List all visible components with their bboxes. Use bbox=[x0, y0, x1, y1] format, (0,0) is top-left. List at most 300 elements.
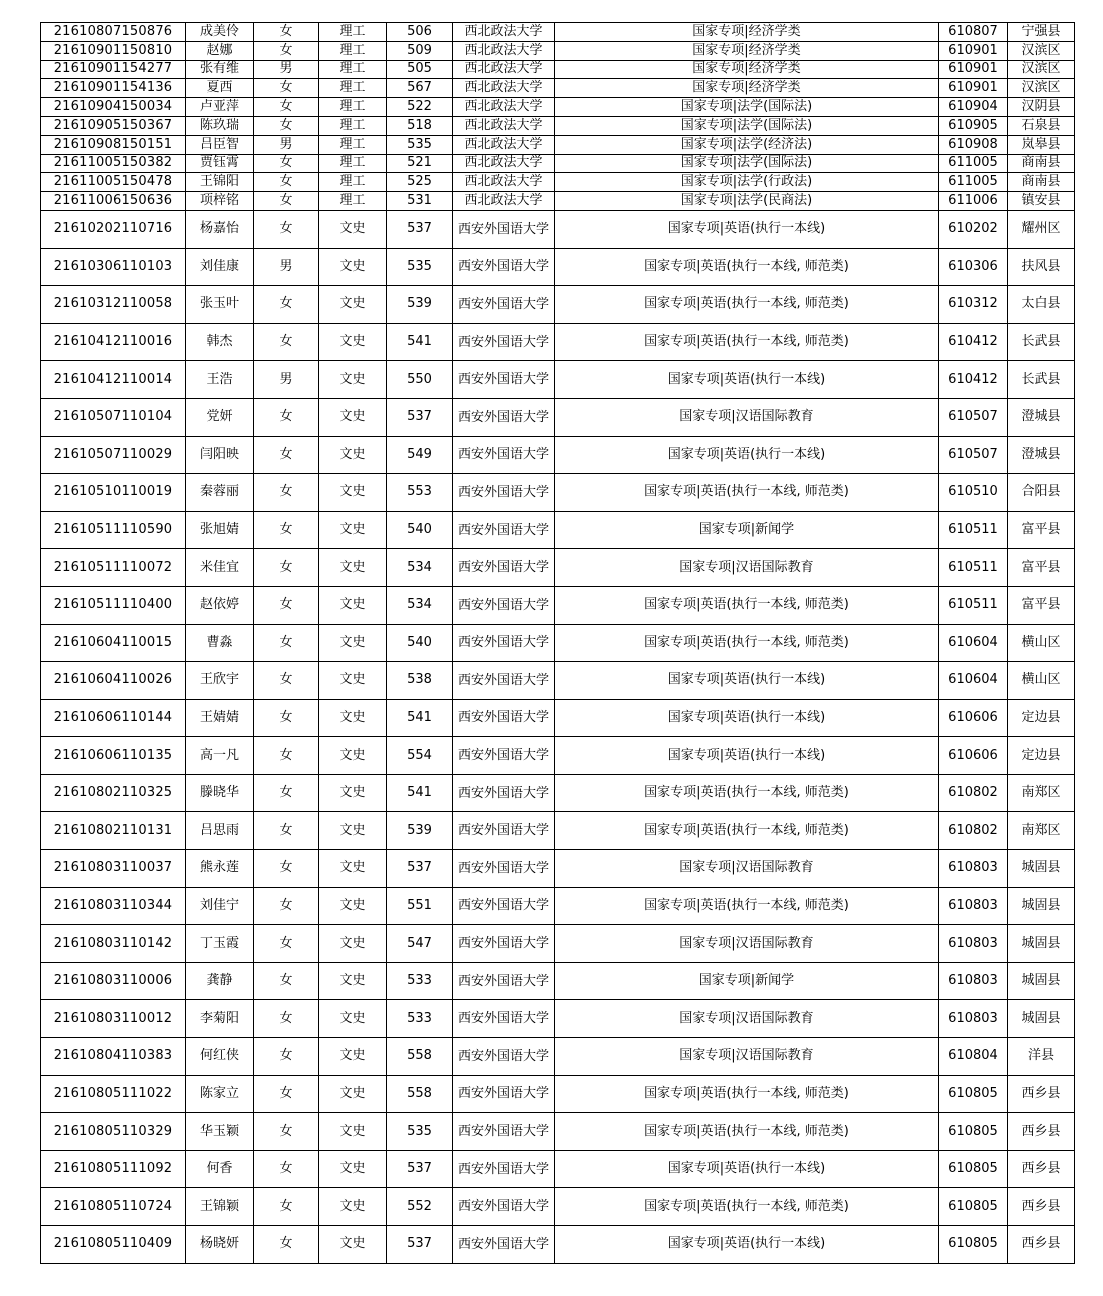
cell-name: 何红侠 bbox=[186, 1038, 254, 1076]
cell-candidate-id: 21610803110142 bbox=[41, 925, 186, 963]
table-row bbox=[41, 116, 1075, 135]
table-row bbox=[41, 1113, 1075, 1151]
cell-score: 533 bbox=[387, 962, 453, 1000]
cell-gender: 女 bbox=[254, 699, 319, 737]
cell-major: 国家专项|英语(执行一本线) bbox=[555, 1226, 939, 1264]
cell-score: 539 bbox=[387, 286, 453, 324]
cell-candidate-id: 21610412110014 bbox=[41, 361, 186, 399]
cell-county: 澄城县 bbox=[1008, 436, 1075, 474]
cell-major: 国家专项|汉语国际教育 bbox=[555, 1038, 939, 1076]
table-row bbox=[41, 60, 1075, 79]
cell-gender: 女 bbox=[254, 23, 319, 42]
cell-category: 文史 bbox=[319, 1113, 387, 1151]
cell-name: 王浩 bbox=[186, 361, 254, 399]
cell-university: 西北政法大学 bbox=[453, 79, 555, 98]
cell-region-code: 610901 bbox=[939, 60, 1008, 79]
cell-university: 西安外国语大学 bbox=[453, 323, 555, 361]
cell-county: 南郑区 bbox=[1008, 812, 1075, 850]
cell-name: 吕臣智 bbox=[186, 135, 254, 154]
cell-region-code: 610805 bbox=[939, 1188, 1008, 1226]
cell-name: 刘佳康 bbox=[186, 248, 254, 286]
cell-county: 耀州区 bbox=[1008, 210, 1075, 248]
cell-candidate-id: 21610507110104 bbox=[41, 398, 186, 436]
cell-gender: 男 bbox=[254, 60, 319, 79]
cell-major: 国家专项|新闻学 bbox=[555, 962, 939, 1000]
cell-score: 547 bbox=[387, 925, 453, 963]
cell-university: 西安外国语大学 bbox=[453, 586, 555, 624]
cell-gender: 女 bbox=[254, 1038, 319, 1076]
cell-score: 537 bbox=[387, 210, 453, 248]
cell-candidate-id: 21610807150876 bbox=[41, 23, 186, 42]
cell-score: 537 bbox=[387, 1150, 453, 1188]
cell-region-code: 610202 bbox=[939, 210, 1008, 248]
cell-score: 535 bbox=[387, 248, 453, 286]
cell-county: 横山区 bbox=[1008, 662, 1075, 700]
cell-name: 杨晓妍 bbox=[186, 1226, 254, 1264]
cell-university: 西北政法大学 bbox=[453, 116, 555, 135]
cell-major: 国家专项|英语(执行一本线, 师范类) bbox=[555, 286, 939, 324]
cell-name: 李菊阳 bbox=[186, 1000, 254, 1038]
cell-major: 国家专项|英语(执行一本线, 师范类) bbox=[555, 887, 939, 925]
cell-gender: 女 bbox=[254, 774, 319, 812]
cell-score: 554 bbox=[387, 737, 453, 775]
admission-list-table bbox=[40, 22, 1075, 1264]
cell-candidate-id: 21610510110019 bbox=[41, 474, 186, 512]
cell-major: 国家专项|法学(经济法) bbox=[555, 135, 939, 154]
cell-candidate-id: 21610803110037 bbox=[41, 850, 186, 888]
table-row bbox=[41, 361, 1075, 399]
cell-candidate-id: 21611006150636 bbox=[41, 192, 186, 211]
cell-major: 国家专项|法学(国际法) bbox=[555, 98, 939, 117]
cell-score: 535 bbox=[387, 1113, 453, 1151]
table-row bbox=[41, 737, 1075, 775]
cell-name: 何香 bbox=[186, 1150, 254, 1188]
cell-category: 文史 bbox=[319, 1150, 387, 1188]
cell-major: 国家专项|英语(执行一本线, 师范类) bbox=[555, 1075, 939, 1113]
cell-county: 镇安县 bbox=[1008, 192, 1075, 211]
cell-category: 文史 bbox=[319, 962, 387, 1000]
table-row bbox=[41, 79, 1075, 98]
cell-name: 曹淼 bbox=[186, 624, 254, 662]
cell-region-code: 610604 bbox=[939, 624, 1008, 662]
cell-county: 汉阴县 bbox=[1008, 98, 1075, 117]
table-row bbox=[41, 173, 1075, 192]
table-row bbox=[41, 436, 1075, 474]
cell-gender: 女 bbox=[254, 737, 319, 775]
cell-candidate-id: 21610805110329 bbox=[41, 1113, 186, 1151]
cell-name: 党妍 bbox=[186, 398, 254, 436]
cell-gender: 女 bbox=[254, 474, 319, 512]
cell-university: 西安外国语大学 bbox=[453, 511, 555, 549]
cell-gender: 女 bbox=[254, 79, 319, 98]
cell-score: 525 bbox=[387, 173, 453, 192]
cell-university: 西安外国语大学 bbox=[453, 436, 555, 474]
cell-category: 文史 bbox=[319, 1038, 387, 1076]
cell-gender: 女 bbox=[254, 192, 319, 211]
cell-gender: 女 bbox=[254, 1188, 319, 1226]
cell-university: 西安外国语大学 bbox=[453, 774, 555, 812]
cell-university: 西安外国语大学 bbox=[453, 1188, 555, 1226]
cell-score: 541 bbox=[387, 774, 453, 812]
cell-category: 文史 bbox=[319, 248, 387, 286]
cell-score: 522 bbox=[387, 98, 453, 117]
cell-category: 文史 bbox=[319, 887, 387, 925]
cell-candidate-id: 21611005150382 bbox=[41, 154, 186, 173]
cell-region-code: 610901 bbox=[939, 41, 1008, 60]
cell-university: 西安外国语大学 bbox=[453, 1038, 555, 1076]
table-row bbox=[41, 154, 1075, 173]
cell-name: 张有维 bbox=[186, 60, 254, 79]
cell-major: 国家专项|英语(执行一本线) bbox=[555, 662, 939, 700]
cell-county: 商南县 bbox=[1008, 154, 1075, 173]
cell-region-code: 610805 bbox=[939, 1113, 1008, 1151]
cell-name: 龚静 bbox=[186, 962, 254, 1000]
cell-gender: 男 bbox=[254, 361, 319, 399]
table-row bbox=[41, 192, 1075, 211]
cell-score: 540 bbox=[387, 511, 453, 549]
cell-name: 赵依婷 bbox=[186, 586, 254, 624]
cell-university: 西安外国语大学 bbox=[453, 737, 555, 775]
cell-county: 汉滨区 bbox=[1008, 41, 1075, 60]
cell-county: 西乡县 bbox=[1008, 1150, 1075, 1188]
cell-score: 506 bbox=[387, 23, 453, 42]
table-row bbox=[41, 398, 1075, 436]
cell-region-code: 610511 bbox=[939, 586, 1008, 624]
cell-gender: 女 bbox=[254, 98, 319, 117]
cell-category: 文史 bbox=[319, 812, 387, 850]
cell-county: 定边县 bbox=[1008, 737, 1075, 775]
cell-university: 西安外国语大学 bbox=[453, 1000, 555, 1038]
cell-major: 国家专项|英语(执行一本线) bbox=[555, 737, 939, 775]
cell-university: 西北政法大学 bbox=[453, 173, 555, 192]
cell-major: 国家专项|法学(民商法) bbox=[555, 192, 939, 211]
cell-candidate-id: 21610901150810 bbox=[41, 41, 186, 60]
cell-gender: 男 bbox=[254, 135, 319, 154]
cell-region-code: 610306 bbox=[939, 248, 1008, 286]
cell-score: 505 bbox=[387, 60, 453, 79]
cell-gender: 女 bbox=[254, 398, 319, 436]
table-row bbox=[41, 474, 1075, 512]
cell-major: 国家专项|英语(执行一本线) bbox=[555, 361, 939, 399]
table-row bbox=[41, 1075, 1075, 1113]
cell-gender: 女 bbox=[254, 323, 319, 361]
cell-county: 太白县 bbox=[1008, 286, 1075, 324]
cell-major: 国家专项|英语(执行一本线, 师范类) bbox=[555, 624, 939, 662]
cell-major: 国家专项|经济学类 bbox=[555, 79, 939, 98]
cell-name: 王婧婧 bbox=[186, 699, 254, 737]
cell-region-code: 611005 bbox=[939, 154, 1008, 173]
cell-category: 理工 bbox=[319, 60, 387, 79]
cell-region-code: 610802 bbox=[939, 774, 1008, 812]
cell-major: 国家专项|汉语国际教育 bbox=[555, 850, 939, 888]
cell-university: 西安外国语大学 bbox=[453, 662, 555, 700]
cell-candidate-id: 21610803110344 bbox=[41, 887, 186, 925]
cell-candidate-id: 21610904150034 bbox=[41, 98, 186, 117]
table-row bbox=[41, 1150, 1075, 1188]
cell-gender: 女 bbox=[254, 436, 319, 474]
cell-county: 定边县 bbox=[1008, 699, 1075, 737]
cell-region-code: 610905 bbox=[939, 116, 1008, 135]
cell-name: 成美伶 bbox=[186, 23, 254, 42]
table-row bbox=[41, 624, 1075, 662]
cell-score: 549 bbox=[387, 436, 453, 474]
cell-region-code: 610804 bbox=[939, 1038, 1008, 1076]
cell-category: 文史 bbox=[319, 398, 387, 436]
cell-name: 王锦阳 bbox=[186, 173, 254, 192]
table-row bbox=[41, 210, 1075, 248]
cell-major: 国家专项|经济学类 bbox=[555, 60, 939, 79]
cell-candidate-id: 21611005150478 bbox=[41, 173, 186, 192]
cell-candidate-id: 21610901154277 bbox=[41, 60, 186, 79]
cell-name: 赵娜 bbox=[186, 41, 254, 60]
cell-name: 项梓铭 bbox=[186, 192, 254, 211]
table-row bbox=[41, 662, 1075, 700]
cell-gender: 女 bbox=[254, 624, 319, 662]
cell-region-code: 610412 bbox=[939, 361, 1008, 399]
cell-region-code: 610803 bbox=[939, 850, 1008, 888]
cell-gender: 女 bbox=[254, 549, 319, 587]
cell-region-code: 610904 bbox=[939, 98, 1008, 117]
cell-name: 贾钰霄 bbox=[186, 154, 254, 173]
cell-county: 西乡县 bbox=[1008, 1188, 1075, 1226]
cell-county: 城固县 bbox=[1008, 850, 1075, 888]
cell-gender: 女 bbox=[254, 511, 319, 549]
cell-major: 国家专项|法学(国际法) bbox=[555, 154, 939, 173]
cell-category: 文史 bbox=[319, 925, 387, 963]
table-row bbox=[41, 511, 1075, 549]
cell-major: 国家专项|法学(行政法) bbox=[555, 173, 939, 192]
cell-gender: 女 bbox=[254, 210, 319, 248]
cell-score: 541 bbox=[387, 699, 453, 737]
cell-region-code: 610510 bbox=[939, 474, 1008, 512]
cell-university: 西北政法大学 bbox=[453, 135, 555, 154]
cell-region-code: 610507 bbox=[939, 436, 1008, 474]
table-row bbox=[41, 98, 1075, 117]
cell-candidate-id: 21610606110144 bbox=[41, 699, 186, 737]
cell-county: 城固县 bbox=[1008, 1000, 1075, 1038]
cell-university: 西安外国语大学 bbox=[453, 1113, 555, 1151]
cell-region-code: 610606 bbox=[939, 737, 1008, 775]
cell-score: 538 bbox=[387, 662, 453, 700]
cell-county: 石泉县 bbox=[1008, 116, 1075, 135]
cell-category: 文史 bbox=[319, 624, 387, 662]
cell-university: 西安外国语大学 bbox=[453, 474, 555, 512]
cell-category: 文史 bbox=[319, 1000, 387, 1038]
cell-county: 西乡县 bbox=[1008, 1075, 1075, 1113]
cell-name: 吕思雨 bbox=[186, 812, 254, 850]
cell-category: 文史 bbox=[319, 850, 387, 888]
cell-candidate-id: 21610306110103 bbox=[41, 248, 186, 286]
cell-university: 西安外国语大学 bbox=[453, 812, 555, 850]
cell-score: 541 bbox=[387, 323, 453, 361]
cell-candidate-id: 21610803110012 bbox=[41, 1000, 186, 1038]
cell-region-code: 610805 bbox=[939, 1075, 1008, 1113]
cell-candidate-id: 21610511110072 bbox=[41, 549, 186, 587]
cell-score: 518 bbox=[387, 116, 453, 135]
cell-gender: 女 bbox=[254, 1226, 319, 1264]
cell-score: 540 bbox=[387, 624, 453, 662]
cell-region-code: 610511 bbox=[939, 549, 1008, 587]
cell-county: 富平县 bbox=[1008, 586, 1075, 624]
cell-major: 国家专项|经济学类 bbox=[555, 41, 939, 60]
cell-name: 刘佳宁 bbox=[186, 887, 254, 925]
cell-name: 韩杰 bbox=[186, 323, 254, 361]
cell-score: 533 bbox=[387, 1000, 453, 1038]
cell-gender: 女 bbox=[254, 286, 319, 324]
cell-university: 西安外国语大学 bbox=[453, 549, 555, 587]
cell-candidate-id: 21610905150367 bbox=[41, 116, 186, 135]
cell-county: 澄城县 bbox=[1008, 398, 1075, 436]
cell-name: 闫阳映 bbox=[186, 436, 254, 474]
cell-region-code: 610803 bbox=[939, 962, 1008, 1000]
cell-candidate-id: 21610803110006 bbox=[41, 962, 186, 1000]
cell-university: 西安外国语大学 bbox=[453, 1150, 555, 1188]
cell-name: 王锦颖 bbox=[186, 1188, 254, 1226]
cell-gender: 女 bbox=[254, 1000, 319, 1038]
cell-score: 531 bbox=[387, 192, 453, 211]
cell-county: 城固县 bbox=[1008, 887, 1075, 925]
cell-major: 国家专项|英语(执行一本线, 师范类) bbox=[555, 248, 939, 286]
cell-university: 西安外国语大学 bbox=[453, 887, 555, 925]
cell-gender: 女 bbox=[254, 1150, 319, 1188]
cell-region-code: 610604 bbox=[939, 662, 1008, 700]
cell-major: 国家专项|英语(执行一本线, 师范类) bbox=[555, 1113, 939, 1151]
cell-region-code: 610412 bbox=[939, 323, 1008, 361]
cell-county: 合阳县 bbox=[1008, 474, 1075, 512]
cell-university: 西安外国语大学 bbox=[453, 210, 555, 248]
cell-county: 横山区 bbox=[1008, 624, 1075, 662]
cell-candidate-id: 21610511110590 bbox=[41, 511, 186, 549]
table-row bbox=[41, 135, 1075, 154]
cell-major: 国家专项|汉语国际教育 bbox=[555, 925, 939, 963]
cell-name: 张旭婧 bbox=[186, 511, 254, 549]
cell-candidate-id: 21610805110724 bbox=[41, 1188, 186, 1226]
cell-name: 王欣宇 bbox=[186, 662, 254, 700]
cell-score: 552 bbox=[387, 1188, 453, 1226]
cell-score: 539 bbox=[387, 812, 453, 850]
cell-county: 长武县 bbox=[1008, 361, 1075, 399]
cell-name: 陈家立 bbox=[186, 1075, 254, 1113]
cell-gender: 女 bbox=[254, 1075, 319, 1113]
cell-candidate-id: 21610511110400 bbox=[41, 586, 186, 624]
cell-category: 理工 bbox=[319, 98, 387, 117]
cell-region-code: 610507 bbox=[939, 398, 1008, 436]
cell-major: 国家专项|英语(执行一本线, 师范类) bbox=[555, 323, 939, 361]
cell-gender: 女 bbox=[254, 41, 319, 60]
cell-university: 西安外国语大学 bbox=[453, 361, 555, 399]
cell-major: 国家专项|英语(执行一本线, 师范类) bbox=[555, 474, 939, 512]
table-row bbox=[41, 1038, 1075, 1076]
cell-gender: 女 bbox=[254, 850, 319, 888]
cell-county: 西乡县 bbox=[1008, 1226, 1075, 1264]
cell-university: 西北政法大学 bbox=[453, 154, 555, 173]
cell-category: 理工 bbox=[319, 116, 387, 135]
cell-gender: 男 bbox=[254, 248, 319, 286]
cell-score: 558 bbox=[387, 1075, 453, 1113]
cell-score: 567 bbox=[387, 79, 453, 98]
cell-candidate-id: 21610805110409 bbox=[41, 1226, 186, 1264]
cell-category: 文史 bbox=[319, 1226, 387, 1264]
table-row bbox=[41, 248, 1075, 286]
cell-region-code: 611005 bbox=[939, 173, 1008, 192]
table-row bbox=[41, 286, 1075, 324]
cell-candidate-id: 21610805111022 bbox=[41, 1075, 186, 1113]
cell-score: 509 bbox=[387, 41, 453, 60]
cell-gender: 女 bbox=[254, 812, 319, 850]
cell-name: 熊永莲 bbox=[186, 850, 254, 888]
cell-major: 国家专项|汉语国际教育 bbox=[555, 398, 939, 436]
cell-university: 西安外国语大学 bbox=[453, 286, 555, 324]
cell-candidate-id: 21610202110716 bbox=[41, 210, 186, 248]
cell-region-code: 610802 bbox=[939, 812, 1008, 850]
cell-category: 理工 bbox=[319, 154, 387, 173]
table-row bbox=[41, 1226, 1075, 1264]
table-row bbox=[41, 812, 1075, 850]
cell-name: 华玉颖 bbox=[186, 1113, 254, 1151]
cell-score: 534 bbox=[387, 549, 453, 587]
cell-score: 537 bbox=[387, 1226, 453, 1264]
cell-category: 理工 bbox=[319, 41, 387, 60]
cell-university: 西北政法大学 bbox=[453, 60, 555, 79]
cell-gender: 女 bbox=[254, 925, 319, 963]
cell-category: 文史 bbox=[319, 286, 387, 324]
cell-county: 城固县 bbox=[1008, 962, 1075, 1000]
cell-region-code: 610803 bbox=[939, 1000, 1008, 1038]
cell-county: 宁强县 bbox=[1008, 23, 1075, 42]
table-row bbox=[41, 323, 1075, 361]
cell-score: 535 bbox=[387, 135, 453, 154]
cell-score: 534 bbox=[387, 586, 453, 624]
cell-university: 西安外国语大学 bbox=[453, 624, 555, 662]
cell-major: 国家专项|汉语国际教育 bbox=[555, 1000, 939, 1038]
cell-major: 国家专项|英语(执行一本线) bbox=[555, 699, 939, 737]
cell-candidate-id: 21610901154136 bbox=[41, 79, 186, 98]
cell-major: 国家专项|英语(执行一本线, 师范类) bbox=[555, 586, 939, 624]
cell-region-code: 610805 bbox=[939, 1226, 1008, 1264]
cell-category: 文史 bbox=[319, 1188, 387, 1226]
cell-name: 夏西 bbox=[186, 79, 254, 98]
cell-region-code: 610805 bbox=[939, 1150, 1008, 1188]
cell-candidate-id: 21610412110016 bbox=[41, 323, 186, 361]
cell-category: 文史 bbox=[319, 737, 387, 775]
cell-gender: 女 bbox=[254, 662, 319, 700]
table-row bbox=[41, 1188, 1075, 1226]
cell-county: 西乡县 bbox=[1008, 1113, 1075, 1151]
cell-category: 文史 bbox=[319, 549, 387, 587]
cell-category: 文史 bbox=[319, 1075, 387, 1113]
table-body bbox=[41, 23, 1075, 1264]
cell-region-code: 610901 bbox=[939, 79, 1008, 98]
cell-category: 理工 bbox=[319, 192, 387, 211]
cell-category: 文史 bbox=[319, 774, 387, 812]
cell-name: 杨嘉怡 bbox=[186, 210, 254, 248]
cell-category: 文史 bbox=[319, 323, 387, 361]
cell-gender: 女 bbox=[254, 1113, 319, 1151]
cell-name: 丁玉霞 bbox=[186, 925, 254, 963]
cell-candidate-id: 21610604110015 bbox=[41, 624, 186, 662]
cell-major: 国家专项|新闻学 bbox=[555, 511, 939, 549]
cell-score: 537 bbox=[387, 850, 453, 888]
cell-category: 文史 bbox=[319, 511, 387, 549]
table-row bbox=[41, 1000, 1075, 1038]
cell-name: 滕晓华 bbox=[186, 774, 254, 812]
cell-county: 扶风县 bbox=[1008, 248, 1075, 286]
cell-category: 理工 bbox=[319, 173, 387, 192]
cell-name: 卢亚萍 bbox=[186, 98, 254, 117]
cell-score: 550 bbox=[387, 361, 453, 399]
cell-score: 551 bbox=[387, 887, 453, 925]
cell-category: 理工 bbox=[319, 135, 387, 154]
